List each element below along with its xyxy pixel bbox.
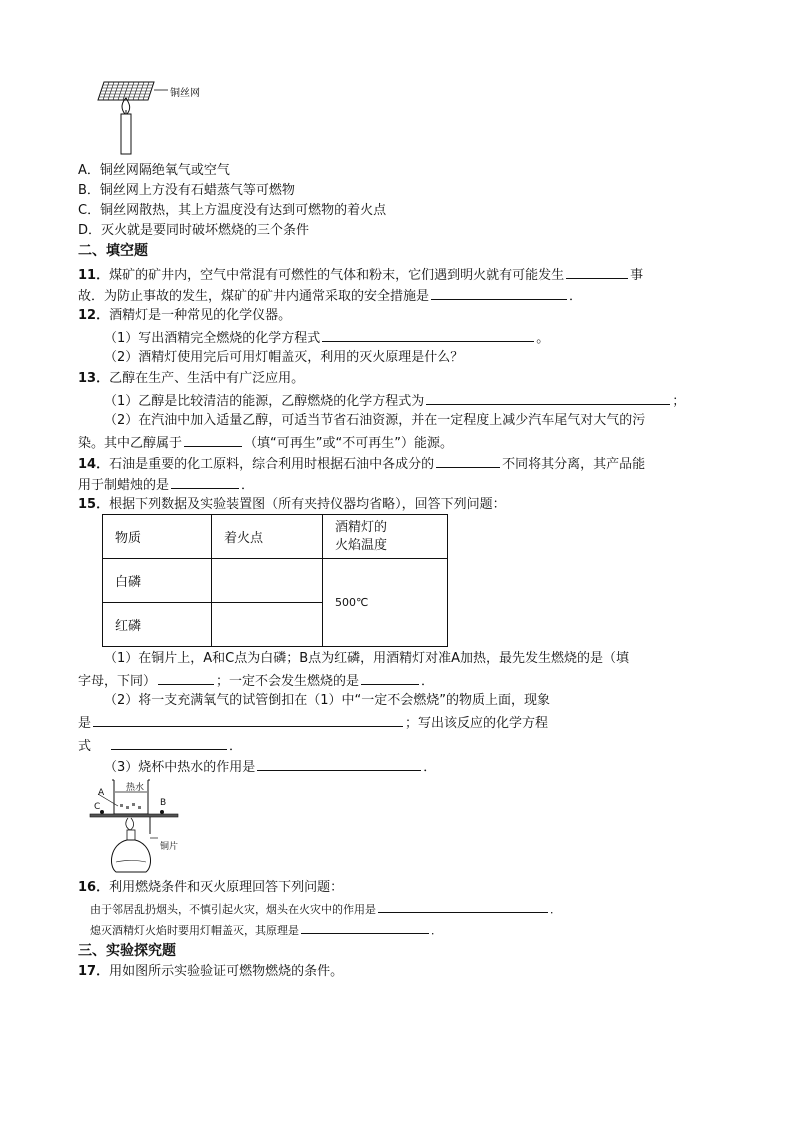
q14-text-a: 石油是重要的化工原料，综合利用时根据石油中各成分的 [109, 457, 435, 472]
q15-sub2-mid: ；写出该反应的化学方程 [405, 716, 549, 731]
q15-sub2-line2 [78, 712, 548, 734]
q15-blank-4[interactable] [111, 735, 227, 750]
table-cell-flame-temp: 500℃ [323, 559, 448, 647]
table-row-red-phosphorus: 红磷 [103, 603, 212, 647]
q15-sub2-line3 [78, 735, 242, 757]
q16-line1 [90, 900, 561, 920]
q13-sub2-end: （填“可再生”或“不可再生”）能源。 [244, 436, 453, 451]
q16-number: 16． [78, 880, 110, 895]
table-header-flame-temp [323, 515, 448, 559]
q15-number: 15． [78, 497, 110, 512]
q15-stem [78, 495, 506, 515]
q13-sub1-end: ； [672, 394, 686, 409]
q15-sub3-end: ． [423, 760, 437, 775]
q14-line2 [78, 474, 254, 496]
q15-blank-5[interactable] [257, 756, 421, 771]
option-d: D．灭火就是要同时破坏燃烧的三个条件 [78, 223, 310, 238]
option-a: A．铜丝网隔绝氧气或空气 [78, 163, 230, 178]
section-title-fill-blank: 二、填空题 [78, 243, 148, 259]
q12-sub1-end: 。 [536, 331, 550, 346]
q12-sub1-text: （1）写出酒精完全燃烧的化学方程式 [104, 331, 321, 346]
q11-line2 [78, 285, 582, 307]
section-title-experiment: 三、实验探究题 [78, 943, 176, 959]
q16-text-c: 熄灭酒精灯火焰时要用灯帽盖灭，其原理是 [90, 924, 299, 937]
q12-sub2: （2）酒精灯使用完后可用灯帽盖灭，利用的灭火原理是什么？ [104, 350, 464, 365]
q11-blank-1[interactable] [566, 264, 628, 279]
table-header-substance: 物质 [103, 515, 212, 559]
copper-plate-experiment-figure [88, 776, 198, 876]
copper-gauze-candle-figure [92, 74, 232, 158]
q15-sub1-end: ． [421, 674, 435, 689]
q15-blank-1[interactable] [158, 670, 214, 685]
q12-sub1 [104, 327, 549, 349]
q15-text: 根据下列数据及实验装置图（所有夹持仪器均省略），回答下列问题： [109, 497, 506, 512]
q11-text-a: 煤矿的矿井内，空气中常混有可燃性的气体和粉末，它们遇到明火就有可能发生 [109, 268, 565, 283]
q16-line2 [90, 921, 442, 941]
q15-sub3-text: （3）烧杯中热水的作用是 [104, 760, 256, 775]
q11-blank-2[interactable] [431, 285, 567, 300]
q14-line1 [78, 453, 645, 475]
q15-sub1-mid: ；一定不会发生燃烧的是 [216, 674, 360, 689]
q13-blank-1[interactable] [426, 390, 670, 405]
copper-gauze-drawing [92, 74, 232, 158]
q14-blank-1[interactable] [436, 453, 500, 468]
q11-text-c: 故．为防止事故的发生，煤矿的矿井内通常采取的安全措施是 [78, 289, 430, 304]
q17-stem [78, 962, 343, 982]
q15-sub3 [104, 756, 436, 778]
table-header-flame-temp-1: 酒精灯的 [335, 519, 388, 535]
q15-sub2-formula: 式 [78, 739, 92, 754]
q15-sub2-end: ． [229, 739, 243, 754]
hot-water-label: 热水 [126, 783, 145, 793]
q14-text-d: ． [241, 478, 255, 493]
table-cell-red-ignition[interactable] [212, 603, 323, 647]
q16-text-b: ． [550, 903, 561, 916]
ignition-data-table [102, 514, 448, 647]
copper-plate-label: 铜片 [160, 842, 179, 852]
q13-sub2-line1: （2）在汽油中加入适量乙醇，可适当节省石油资源，并在一定程度上减少汽车尾气对大气的污 [104, 413, 646, 428]
option-b: B．铜丝网上方没有石蜡蒸气等可燃物 [78, 183, 295, 198]
q12-stem [78, 306, 291, 326]
q11-number: 11． [78, 268, 110, 283]
table-header-ignition-point: 着火点 [212, 515, 323, 559]
q11-line1 [78, 264, 643, 286]
q13-sub2-line2 [78, 432, 453, 454]
point-a-label: A [98, 788, 105, 798]
table-header-flame-temp-2: 火焰温度 [335, 537, 388, 553]
q16-stem [78, 878, 343, 898]
option-c: C．铜丝网散热，其上方温度没有达到可燃物的着火点 [78, 203, 387, 218]
q14-blank-2[interactable] [171, 474, 239, 489]
q12-blank-1[interactable] [322, 327, 534, 342]
q11-text-b: 事 [630, 268, 644, 283]
q15-sub1-line1: （1）在铜片上，A和C点为白磷；B点为红磷，用酒精灯对准A加热，最先发生燃烧的是（填 [104, 651, 630, 666]
q15-sub1-line2 [78, 670, 434, 692]
copper-gauze-label: 铜丝网 [170, 88, 200, 99]
q16-text-a: 由于邻居乱扔烟头，不慎引起火灾，烟头在火灾中的作用是 [90, 903, 376, 916]
q16-text: 利用燃烧条件和灭火原理回答下列问题： [109, 880, 344, 895]
q15-sub1-text: 字母，下同） [78, 674, 157, 689]
q12-text: 酒精灯是一种常见的化学仪器。 [109, 308, 292, 323]
q17-number: 17． [78, 964, 110, 979]
q13-sub1 [104, 390, 685, 412]
q17-text: 用如图所示实验验证可燃物燃烧的条件。 [109, 964, 344, 979]
q12-number: 12． [78, 308, 110, 323]
q13-text: 乙醇在生产、生活中有广泛应用。 [109, 371, 305, 386]
q13-sub1-text: （1）乙醇是比较清洁的能源，乙醇燃烧的化学方程式为 [104, 394, 425, 409]
table-row-white-phosphorus: 白磷 [103, 559, 212, 603]
q16-blank-2[interactable] [301, 921, 429, 934]
q16-blank-1[interactable] [378, 900, 548, 913]
point-b-label: B [160, 798, 167, 808]
q15-sub2-line1: （2）将一支充满氧气的试管倒扣在（1）中“一定不会燃烧”的物质上面，现象 [104, 693, 551, 708]
q15-sub2-text: 是 [78, 716, 92, 731]
q15-blank-3[interactable] [93, 712, 403, 727]
q15-blank-2[interactable] [361, 670, 419, 685]
q14-text-b: 不同将其分离，其产品能 [502, 457, 646, 472]
q14-number: 14． [78, 457, 110, 472]
table-cell-white-ignition[interactable] [212, 559, 323, 603]
point-c-label: C [94, 802, 101, 812]
q16-text-d: ． [431, 924, 442, 937]
q13-sub2-text: 染。其中乙醇属于 [78, 436, 183, 451]
q11-text-d: ． [569, 289, 583, 304]
q14-text-c: 用于制蜡烛的是 [78, 478, 170, 493]
q13-blank-2[interactable] [184, 432, 242, 447]
q13-stem [78, 369, 304, 389]
q13-number: 13． [78, 371, 110, 386]
